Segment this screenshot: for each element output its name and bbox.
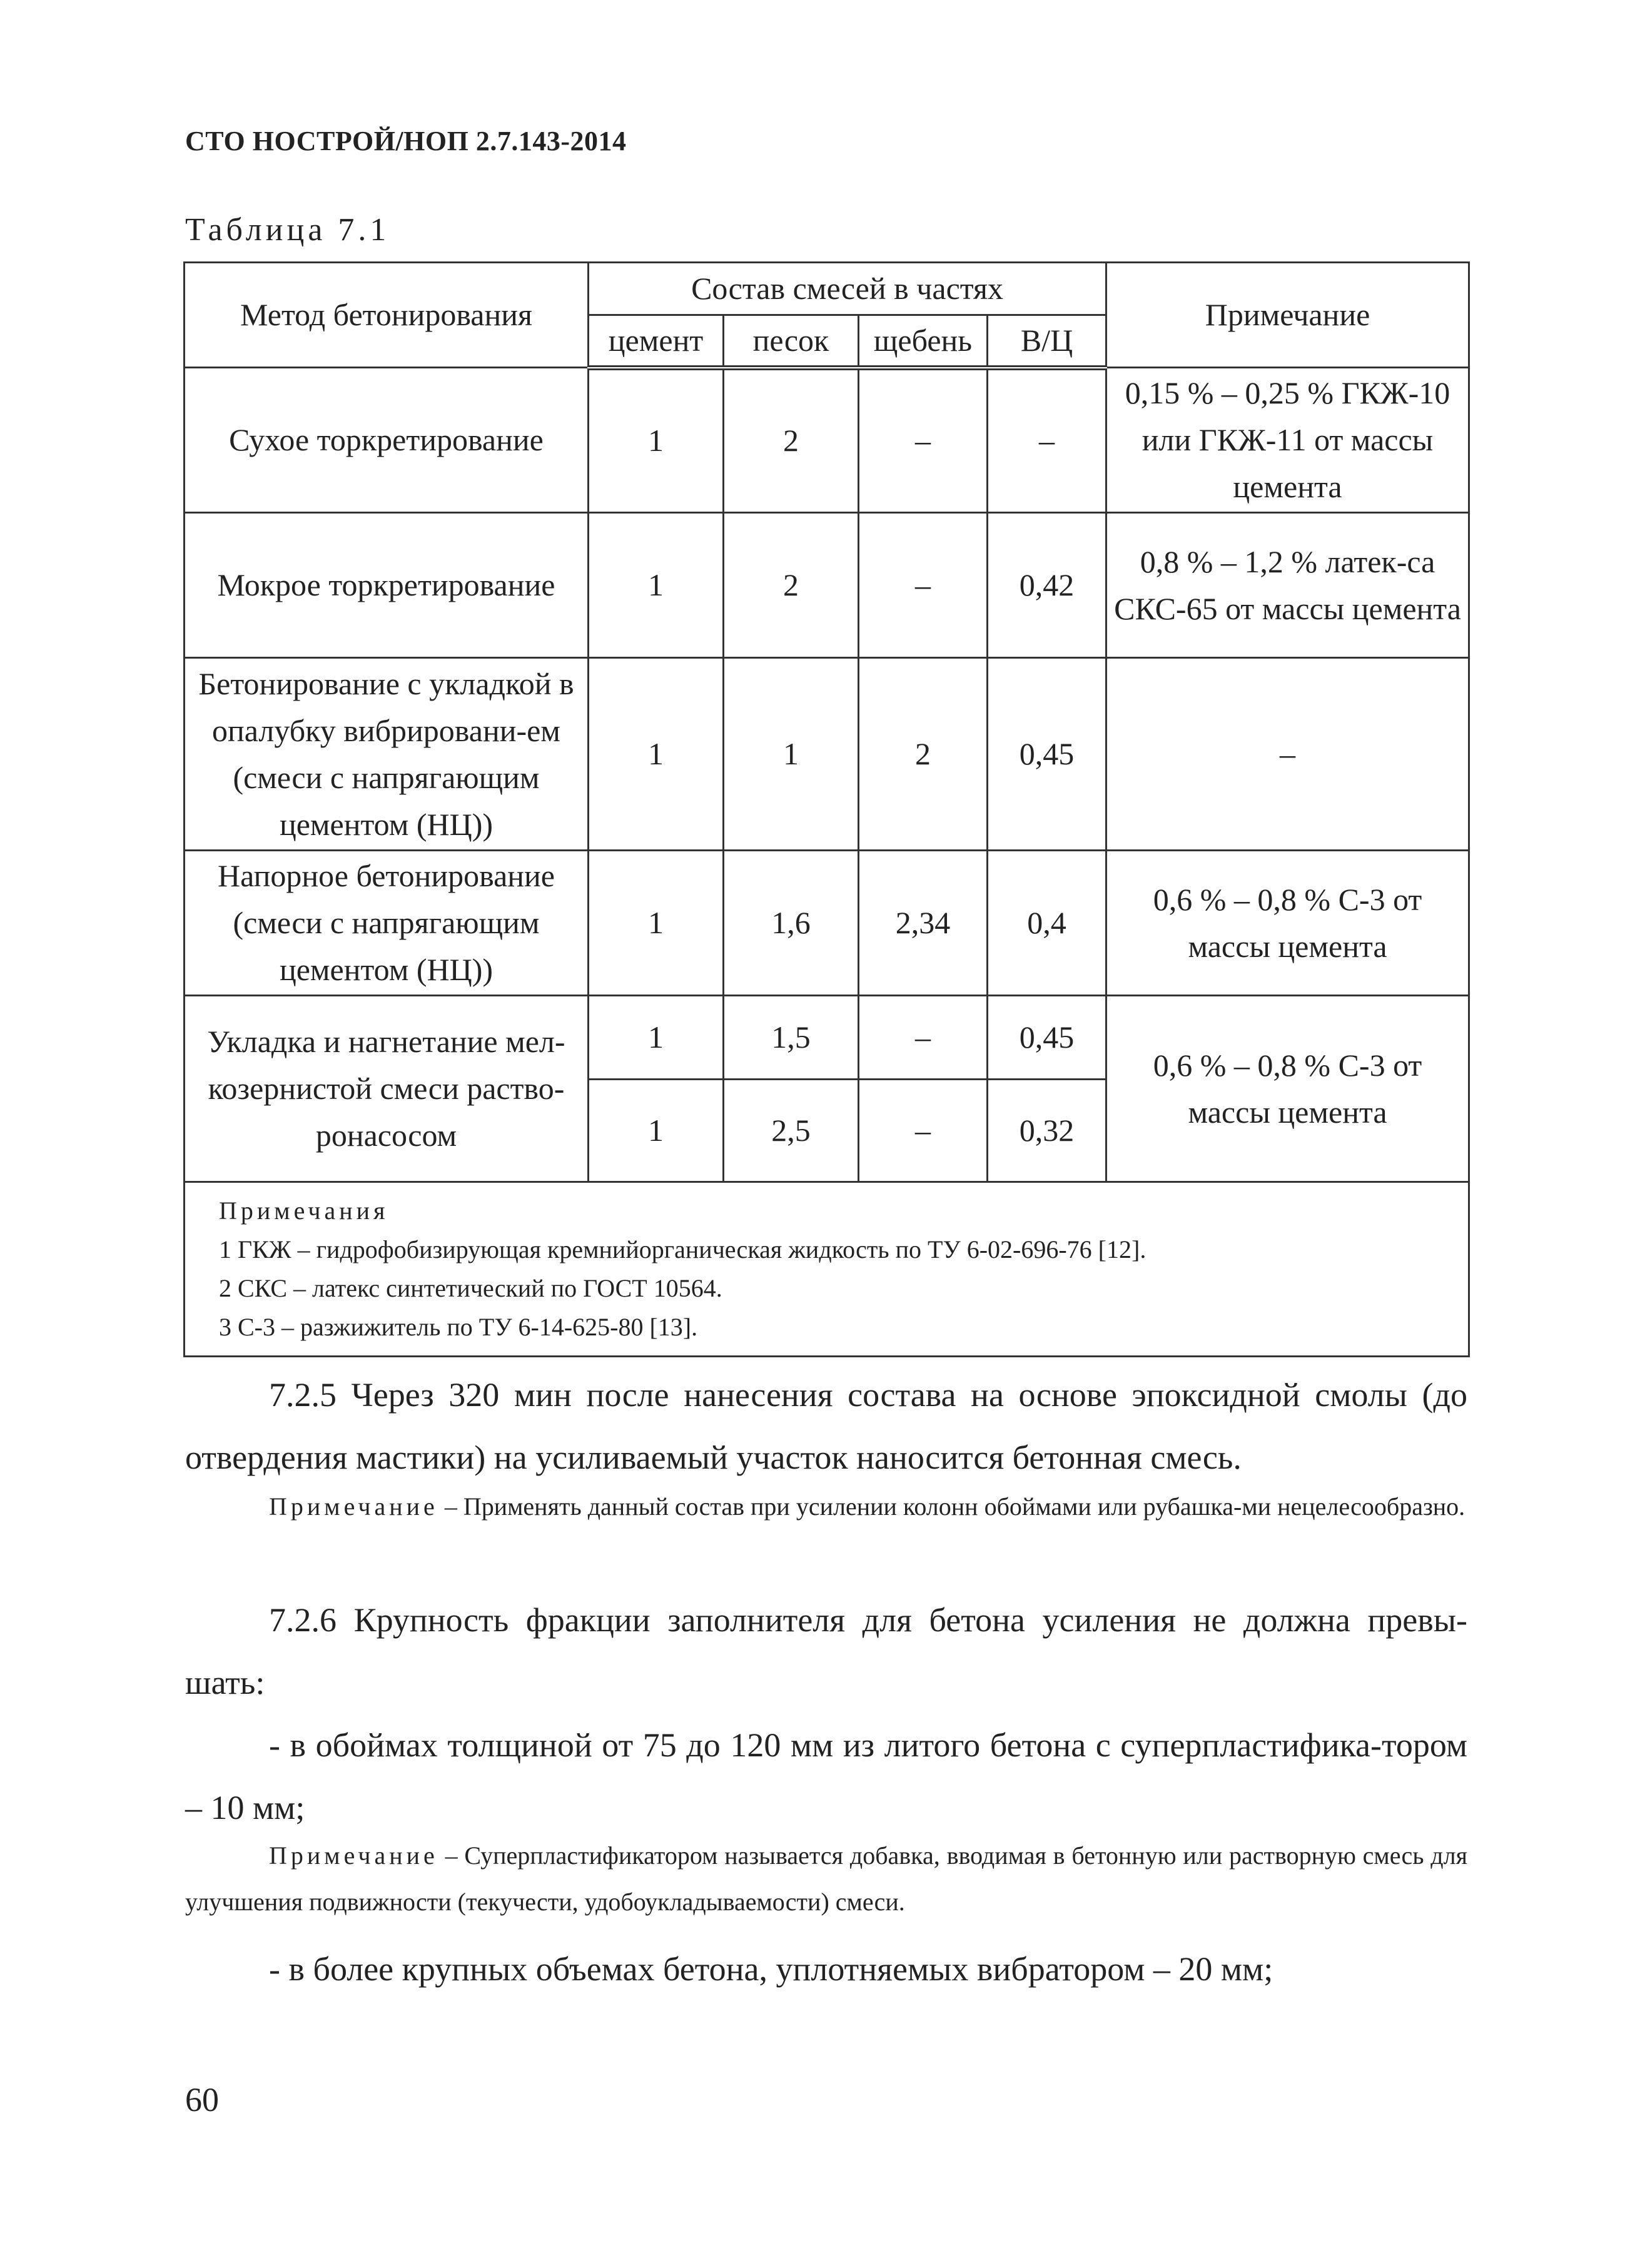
- cell-gravel: –: [859, 513, 988, 658]
- cell-cement: 1: [589, 368, 724, 513]
- cell-sand: 2: [724, 513, 859, 658]
- cell-method: Бетонирование с укладкой в опалубку вибрировани-ем (смеси с напрягающим цементом (НЦ)): [185, 658, 589, 851]
- cell-cement: 1: [589, 513, 724, 658]
- cell-wc: 0,32: [988, 1080, 1106, 1182]
- table-row: [185, 658, 1469, 851]
- table-notes: [185, 1182, 1469, 1357]
- header-gravel: щебень: [859, 315, 988, 368]
- cell-sand: 2,5: [724, 1080, 859, 1182]
- cell-wc: –: [988, 368, 1106, 513]
- header-sand: песок: [724, 315, 859, 368]
- table-row: [185, 851, 1469, 996]
- header-cement: цемент: [589, 315, 724, 368]
- cell-note: 0,6 % – 0,8 % С-3 от массы цемента: [1106, 851, 1469, 996]
- table-row: [185, 996, 1469, 1080]
- notes-title: Примечания: [219, 1197, 389, 1225]
- note-item: 2 СКС – латекс синтетический по ГОСТ 10564.: [219, 1274, 722, 1302]
- note-label: Примечание: [269, 1841, 438, 1870]
- table-caption: Таблица 7.1: [185, 212, 390, 248]
- note-item: 3 С-3 – разжижитель по ТУ 6-14-625-80 [13].: [219, 1313, 698, 1341]
- cell-method: Укладка и нагнетание мел-козернистой смеси раство-ронасосом: [185, 996, 589, 1182]
- cell-gravel: –: [859, 368, 988, 513]
- table-row: [185, 513, 1469, 658]
- cell-wc: 0,42: [988, 513, 1106, 658]
- header-wc: В/Ц: [988, 315, 1106, 368]
- list-item-2: - в более крупных объемах бетона, уплотняемых вибратором – 20 мм;: [269, 1950, 1273, 1988]
- table-header-row: [185, 263, 1469, 315]
- header-method: Метод бетонирования: [185, 263, 589, 368]
- cell-wc: 0,45: [988, 658, 1106, 851]
- table-notes-row: [185, 1182, 1469, 1357]
- cell-gravel: –: [859, 1080, 988, 1182]
- cell-method: Мокрое торкретирование: [185, 513, 589, 658]
- cell-note: 0,8 % – 1,2 % латек-са СКС-65 от массы цемента: [1106, 513, 1469, 658]
- cell-sand: 2: [724, 368, 859, 513]
- cell-gravel: 2: [859, 658, 988, 851]
- note-text: – Применять данный состав при усилении колонн обоймами или рубашка-ми нецелесообразно.: [438, 1492, 1466, 1521]
- cell-wc: 0,45: [988, 996, 1106, 1080]
- note-paragraph-2: [185, 1833, 1467, 1925]
- cell-cement: 1: [589, 996, 724, 1080]
- page-number: 60: [185, 2081, 219, 2119]
- cell-sand: 1,5: [724, 996, 859, 1080]
- note-item: 1 ГКЖ – гидрофобизирующая кремнийорганическая жидкость по ТУ 6-02-696-76 [12].: [219, 1235, 1147, 1263]
- cell-note: 0,6 % – 0,8 % С-3 от массы цемента: [1106, 996, 1469, 1182]
- cell-method: Сухое торкретирование: [185, 368, 589, 513]
- cell-sand: 1,6: [724, 851, 859, 996]
- cell-sand: 1: [724, 658, 859, 851]
- list-item-1: - в обоймах толщиной от 75 до 120 мм из литого бетона с суперпластифика-тором – 10 мм;: [185, 1726, 1467, 1826]
- note-label: Примечание: [269, 1492, 438, 1521]
- table-row: [185, 368, 1469, 513]
- cell-wc: 0,4: [988, 851, 1106, 996]
- composition-table: [183, 261, 1470, 1357]
- header-composition-group: Состав смесей в частях: [589, 263, 1106, 315]
- cell-gravel: –: [859, 996, 988, 1080]
- note-paragraph-1: [185, 1484, 1467, 1530]
- cell-cement: 1: [589, 851, 724, 996]
- note-text: – Суперпластификатором называется добавка, вводимая в бетонную или растворную смесь для улучшения подвижности (текучести, удобоукладываемости) смеси.: [185, 1841, 1467, 1916]
- document-code-header: СТО НОСТРОЙ/НОП 2.7.143-2014: [185, 126, 627, 156]
- cell-note: –: [1106, 658, 1469, 851]
- header-note: Примечание: [1106, 263, 1469, 368]
- cell-note: 0,15 % – 0,25 % ГКЖ-10 или ГКЖ-11 от массы цемента: [1106, 368, 1469, 513]
- cell-cement: 1: [589, 1080, 724, 1182]
- cell-cement: 1: [589, 658, 724, 851]
- cell-method: Напорное бетонирование (смеси с напрягающим цементом (НЦ)): [185, 851, 589, 996]
- paragraph-7-2-6: 7.2.6 Крупность фракции заполнителя для бетона усиления не должна превы-шать:: [185, 1601, 1467, 1701]
- cell-gravel: 2,34: [859, 851, 988, 996]
- paragraph-7-2-5: 7.2.5 Через 320 мин после нанесения состава на основе эпоксидной смолы (до отвердения мастики) на усиливаемый участок наносится бетонная смесь.: [185, 1376, 1467, 1476]
